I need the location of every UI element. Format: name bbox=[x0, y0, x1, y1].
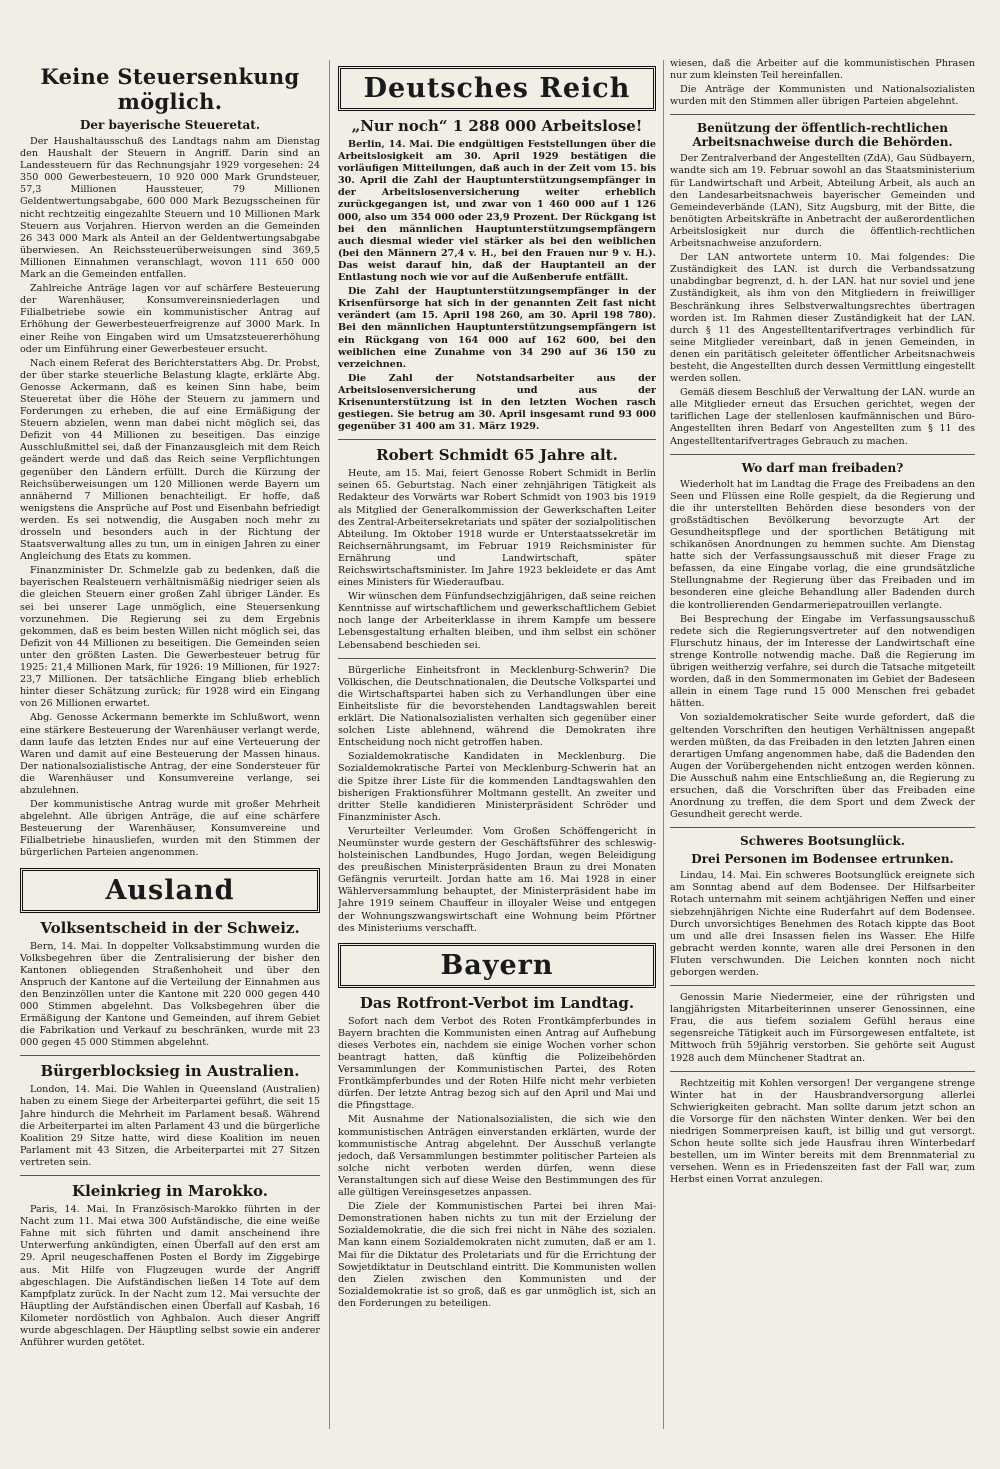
article-paragraph: Sofort nach dem Verbot des Roten Frontkämpferbundes in Bayern brachten die Kommunisten einen Antrag auf Aufhebung dieses Verbotes ein, nachdem sie einige Wochen vorher schon beantragt hatten, daß künftig die Polizeibehörden Versammlungen der Kommunistischen Partei, des Roten Frontkämpferbundes und der Roten Hilfe nicht mehr verbieten dürfen. Der letzte Antrag bezog sich auf den April und Mai und die Pfingsttage. bbox=[338, 1015, 656, 1112]
article-paragraph: Verurteilter Verleumder. Vom Großen Schöffengericht in Neumünster wurde gestern der Geschäftsführer des schleswig-holsteinischen Landbundes, Hugo Jordan, wegen Beleidigung des preußischen Ministerpräsidenten Braun zu drei Monaten Gefängnis verurteilt. Jordan hatte am 16. Mai 1928 in einer Wählerversammlung behauptet, der Ministerpräsident habe im Jahre 1919 seinem Chauffeur in illoyaler Weise und entgegen der Wohnungszwangswirtschaft eine Wohnung beim Pförtner des Ministeriums verschafft. bbox=[338, 825, 656, 934]
article-headline: Wo darf man freibaden? bbox=[741, 460, 904, 475]
article-paragraph: Wiederholt hat im Landtag die Frage des Freibadens an den Seen und Flüssen eine Rolle gespielt, da die Regierung und die ihr unterstellten Behörden diese besonders von der großstädtischen Bevölkerung bevorzugte Art der Gesundheitspflege und der sportlichen Betätigung mit schikanösen Anordnungen zu hemmen suchte. Am Dienstag hatte sich der Verfassungsausschuß mit dieser Frage zu befassen, da eine Eingabe vorlag, die eine grundsätzliche Stellungnahme der Regierung über das Freibaden und im besonderen eine gleiche Behandlung aller Badenden durch die kontrollierenden Gendarmeriepatrouillen verlangte. bbox=[670, 478, 975, 611]
article-paragraph: Der kommunistische Antrag wurde mit großer Mehrheit abgelehnt. Alle übrigen Anträge, die auf eine schärfere Besteuerung der Warenhäuser, Konsumvereine und Filialbetriebe hinausliefen, wurden mit den Stimmen der bürgerlichen Parteien angenommen. bbox=[20, 799, 320, 859]
article-paragraph: Die Zahl der Notstandsarbeiter aus der Arbeitslosenversicherung und aus der Krisenunterstützung ist in den letzten Wochen rasch gestiegen. Sie betrug am 30. April insgesamt rund 93 000 gegenüber 31 400 am 31. März 1929. bbox=[338, 372, 656, 433]
article-headline: Das Rotfront-Verbot im Landtag. bbox=[359, 993, 635, 1012]
section-heading-deutsches-reich: Deutsches Reich bbox=[338, 66, 656, 111]
article-headline: Schweres Bootsunglück. bbox=[740, 834, 905, 849]
article-paragraph: Gemäß diesem Beschluß der Verwaltung der LAN. wurde an alle Mitglieder erneut das Ersuchen gerichtet, wegen der tariflichen Lage der stellenlosen kaufmännischen und Büro-Angestellten ihren Bedarf von Angestellten zum § 11 des Angestelltentarifvertrages Gebrauch zu machen. bbox=[670, 387, 975, 447]
article-paragraph: Die Ziele der Kommunistischen Partei bei ihren Mai-Demonstrationen haben nichts zu tun mit der Erzielung der Sozialdemokratie, die die sich frei nicht in Nähe des sozialen. Man kann einem Sozialdemokraten nicht zumuten, daß er am 1. Mai für die Diktatur des Proletariats und für die Errichtung der Sowjetdiktatur in Deutschland eintritt. Die Kommunisten wollen den Zielen zwischen den Kommunisten und der Sozialdemokratie ist so groß, daß es gar unmöglich ist, sich an den Forderungen zu beteiligen. bbox=[338, 1201, 656, 1309]
article-paragraph: Mit Ausnahme der Nationalsozialisten, die sich wie den kommunistischen Anträgen einverstanden erklärten, wurde der kommunistische Antrag abgelehnt. Der Ausschuß verlangte jedoch, daß Versammlungen bestimmter politischer Parteien als solche nicht verboten werden dürfen, wenn diese Veranstaltungen sich auf diese Weise den Bestimmungen des für alle gültigen Vereinsgesetzes anpassen. bbox=[338, 1114, 656, 1199]
article-divider bbox=[670, 454, 975, 455]
section-heading-ausland: Ausland bbox=[20, 868, 320, 913]
article-paragraph: Der Haushaltausschuß des Landtags nahm am Dienstag den Haushalt der Steuern in Angriff. Darin sind an Landessteuern für das Rechnungsjahr 1929 vorgesehen: 24 350 000 Gewerbesteuern, 10 920 000 Mark Grundsteuer, 57,3 Millionen Haussteuer, 79 Millionen Geldentwertungsabgabe, 600 000 Mark Bezugsscheinen für nicht rechtzeitig eingezahlte Steuern und 10 Millionen Mark Steuern aus Vorjahren. Hiervon werden an die Gemeinden 26 343 000 Mark als Anteil an der Geldentwertungsabgabe überwiesen. An Reichssteuerüberweisungen sind 369,5 Millionen Einnahmen veranschlagt, wovon 111 650 000 Mark an die Gemeinden entfallen. bbox=[20, 136, 320, 281]
article-headline: Keine Steuersenkung möglich. bbox=[40, 64, 300, 114]
article-paragraph: Heute, am 15. Mai, feiert Genosse Robert Schmidt in Berlin seinen 65. Geburtstag. Nach einer zehnjährigen Tätigkeit als Redakteur des Vorwärts war Robert Schmidt von 1903 bis 1919 als Mitglied der Generalkommission der Gewerkschaften Leiter des Zentral-Arbeitersekretariats und später der sozialpolitischen Abteilung. Im Oktober 1918 wurde er Unterstaatssekretär im Reichsernährungsamt, im Februar 1919 Reichsminister für Ernährung und Landwirtschaft, später Reichswirtschaftsminister. Im Jahre 1923 bekleidete er das Amt eines Ministers für Wiederaufbau. bbox=[338, 468, 656, 589]
article-divider bbox=[338, 439, 656, 440]
article-paragraph: Berlin, 14. Mai. Die endgültigen Feststellungen über die Arbeitslosigkeit am 30. April 1929 bestätigen die vorläufigen Mitteilungen, daß auch in der Zeit vom 15. bis 30. April die Zahl der Hauptunterstützungsempfänger in der Arbeitslosenversicherung weiter erheblich zurückgegangen ist, und zwar von 1 460 000 auf 1 126 000, also um 354 000 oder 23,9 Prozent. Der Rückgang ist bei den männlichen Hauptunterstützungsempfängern auch diesmal wieder viel stärker als bei den weiblichen (bei den Männern 27,4 v. H., bei den Frauen nur 9 v. H.). Das weist darauf hin, daß der Hauptanteil an der Entlastung noch wie vor auf die Außenberufe entfällt. bbox=[338, 139, 656, 284]
article-paragraph: Paris, 14. Mai. In Französisch-Marokko führten in der Nacht zum 11. Mai etwa 300 Aufständische, die eine weiße Fahne mit sich führten und damit anscheinend ihre Unterwerfung ankündigten, einen Überfall auf den erst am 29. April neugeschaffenen Posten el Bordy im Ziggebirge aus. Mit Hilfe von Flugzeugen wurde der Angriff abgeschlagen. Die Aufständischen ließen 14 Tote auf dem Kampfplatz zurück. In der Nacht zum 12. Mai versuchte der Häuptling der Aufständischen einen Überfall auf Kasbah, 16 Kilometer nordöstlich von Aghbalon. Auch dieser Angriff wurde abgeschlagen. Der Häuptling selbst sowie ein anderer Anführer wurden getötet. bbox=[20, 1204, 320, 1349]
column-rule bbox=[329, 60, 330, 1429]
article-subheadline: Drei Personen im Bodensee ertrunken. bbox=[691, 852, 954, 867]
article-divider bbox=[670, 827, 975, 828]
article-divider bbox=[670, 985, 975, 986]
article-headline: Benützung der öffentlich-rechtlichen Arbeitsnachweise durch die Behörden. bbox=[692, 121, 953, 150]
article-paragraph: Rechtzeitig mit Kohlen versorgen! Der vergangene strenge Winter hat in der Hausbrandversorgung allerlei Schwierigkeiten gebracht. Man sollte darum jetzt schon an die Vorsorge für den nächsten Winter denken. Wer bei den niedrigen Sommerpreisen kauft, ist billig und gut versorgt. Schon heute sollte sich jede Hausfrau ihren Winterbedarf bestellen, um im Winter bereits mit dem Brennmaterial zu versehen. Wenn es in Friedenszeiten fast der Fall war, zum Herbst einen Vorrat anzulegen. bbox=[670, 1077, 975, 1186]
article-divider bbox=[670, 114, 975, 115]
article-paragraph: Bürgerliche Einheitsfront in Mecklenburg-Schwerin? Die Völkischen, die Deutschnationalen, die Deutsche Volkspartei und die Wirtschaftspartei haben sich zu Verhandlungen über eine Einheitsliste für die bevorstehenden Landtagswahlen bereit erklärt. Die Nationalsozialisten verhalten sich gegenüber einer solchen Liste ablehnend, während die Demokraten ihre Entscheidung noch nicht getroffen haben. bbox=[338, 664, 656, 749]
article-paragraph: Der Zentralverband der Angestellten (ZdA), Gau Südbayern, wandte sich am 19. Februar sowohl an das Staatsministerium für Landwirtschaft und Arbeit, Abteilung Arbeit, als auch an den Landesarbeitsnachweis bayerischer Gemeinden und Gemeindeverbände (LAN), Sitz Augsburg, mit der Bitte, die benötigten Arbeitskräfte in Anbetracht der außerordentlichen Arbeitslosigkeit nur durch die öffentlich-rechtlichen Arbeitsnachweise anzufordern. bbox=[670, 153, 975, 250]
column-left bbox=[20, 58, 320, 1429]
article-paragraph: Der LAN antwortete unterm 10. Mai folgendes: Die Zuständigkeit des LAN. ist durch die Verbandssatzung unabdingbar begrenzt, d. h. der LAN. hat nur soviel und jene Zuständigkeit, als ihm von den Mitgliedern in freiwilliger Beschränkung ihres Selbstverwaltungsrechtes übertragen worden ist. Im Rahmen dieser Zuständigkeit hat der LAN. durch § 11 des Angestelltentarifvertrages verbindlich für seine Mitglieder vereinbart, daß in jenen Gemeinden, in denen ein paritätisch geleiteter öffentlicher Arbeitsnachweis besteht, die Angestellten durch dessen Vermittlung eingestellt werden sollen. bbox=[670, 252, 975, 385]
article-headline: Kleinkrieg in Marokko. bbox=[72, 1182, 268, 1201]
article-headline: Robert Schmidt 65 Jahre alt. bbox=[376, 446, 618, 465]
article-paragraph: Die Zahl der Hauptunterstützungsempfänger in der Krisenfürsorge hat sich in der genannten Zeit fast nicht verändert (am 15. April 198 260, am 30. April 198 780). Bei den männlichen Hauptunterstützungsempfängern ist ein Rückgang von 164 000 auf 162 600, bei den weiblichen eine Zunahme von 34 290 auf 36 150 zu verzeichnen. bbox=[338, 286, 656, 370]
article-divider bbox=[670, 1071, 975, 1072]
article-headline: Volksentscheid in der Schweiz. bbox=[40, 918, 300, 937]
article-subheadline: Der bayerische Steueretat. bbox=[80, 118, 260, 132]
article-headline: „Nur noch“ 1 288 000 Arbeitslose! bbox=[351, 117, 643, 135]
section-heading-bayern: Bayern bbox=[338, 943, 656, 988]
article-paragraph: Zahlreiche Anträge lagen vor auf schärfere Besteuerung der Warenhäuser, Konsumvereinsniederlagen und Filialbetriebe sowie ein kommunistischer Antrag auf Erhöhung der Gewerbesteuerfreigrenze auf 3000 Mark. In einer Reihe von Eingaben wird um Umsatzsteuererhöhung oder um Einführung einer Gewerbesteuer ersucht. bbox=[20, 283, 320, 355]
article-paragraph: Genossin Marie Niedermeier, eine der rührigsten und langjährigsten Mitarbeiterinnen unserer Genossinnen, eine Frau, die aus tiefem sozialem Gefühl heraus eine segensreiche Tätigkeit auch im Fürsorgewesen entfaltete, ist Mittwoch früh 59jährig verstorben. Sie gehörte seit August 1928 auch dem Münchener Stadtrat an. bbox=[670, 992, 975, 1064]
article-paragraph: Nach einem Referat des Berichterstatters Abg. Dr. Probst, der über starke steuerliche Belastung klagte, erklärte Abg. Genosse Ackermann, daß es keinen Sinn habe, beim Steueretat über die Höhe der Steuern zu jammern und Forderungen zu erheben, die auf eine Ermäßigung der Steuern abzielen, wenn man dabei nicht möglich sei, das Defizit von 44 Millionen zu beseitigen. Das einzige Ausschlußmittel sei, daß der Finanzausgleich mit dem Reich geändert werde und daß das Reich seine Verpflichtungen gegenüber den Ländern erfüllt. Durch die Kürzung der Reichsüberweisungen um 120 Millionen werde Bayern um annähernd 7 Millionen benachteiligt. Er hoffe, daß wenigstens die Ansprüche auf Post und Eisenbahn befriedigt werden. Es sei notwendig, die Ausgaben noch mehr zu drosseln und besonders auch in der Richtung der Staatsverwaltung alles zu tun, um in einigen Jahren zu einer Angleichung des Etats zu kommen. bbox=[20, 357, 320, 563]
article-paragraph: wiesen, daß die Arbeiter auf die kommunistischen Phrasen nur zum kleinsten Teil hereinfallen. bbox=[670, 58, 975, 82]
column-right bbox=[670, 58, 975, 1429]
article-headline: Bürgerblocksieg in Australien. bbox=[40, 1062, 300, 1081]
article-paragraph: Bei Besprechung der Eingabe im Verfassungsausschuß redete sich die Regierungsvertreter auf den notwendigen Flurschutz hinaus, der im Interesse der Landwirtschaft eine strenge Kontrolle notwendig mache. Daß die Regierung im übrigen weitherzig verfahre, sei durch die Tatsache mitgeteilt worden, daß in den Sommermonaten im Gebiet der Badeseen allein in einem Tage rund 15 000 Menschen frei gebadet hätten. bbox=[670, 613, 975, 710]
article-paragraph: Lindau, 14. Mai. Ein schweres Bootsunglück ereignete sich am Sonntag abend auf dem Bodensee. Der Hilfsarbeiter Rotach unternahm mit seinem achtjährigen Neffen und einer siebzehnjährigen Nichte eine Ruderfahrt auf dem Bodensee. Durch unvorsichtiges Benehmen des Rotach kippte das Boot um und alle drei Insassen fielen ins Wasser. Ehe Hilfe gebracht werden konnte, waren alle drei Personen in den Fluten verschwunden. Die Leichen konnten noch nicht geborgen werden. bbox=[670, 870, 975, 978]
article-paragraph: Wir wünschen dem Fünfundsechzigjährigen, daß seine reichen Kenntnisse auf wirtschaftlichem und gewerkschaftlichem Gebiet noch lange der Arbeiterklasse in ihrem Kampfe um bessere Lebensgestaltung erhalten bleiben, und ihm selbst ein schöner Lebensabend beschieden sei. bbox=[338, 591, 656, 651]
article-paragraph: Abg. Genosse Ackermann bemerkte im Schlußwort, wenn eine stärkere Besteuerung der Warenhäuser verlangt werde, dann laufe das letzten Endes nur auf eine Verteuerung der Waren und damit auf eine Besteuerung der Massen hinaus. Der nationalsozialistische Antrag, der eine Sondersteuer für die Warenhäuser und Konsumvereine verlange, sei abzulehnen. bbox=[20, 712, 320, 796]
column-rule bbox=[663, 60, 664, 1429]
article-paragraph: London, 14. Mai. Die Wahlen in Queensland (Australien) haben zu einem Siege der Arbeiterpartei geführt, die seit 15 Jahre hindurch die Mehrheit im Parlament besaß. Während die Arbeiterpartei im alten Parlament 43 und die bürgerliche Koalition 29 Sitze hatte, wird diese Koalition im neuen Parlament mit 43 Sitzen, die Arbeiterpartei mit 27 Sitzen vertreten sein. bbox=[20, 1084, 320, 1168]
article-paragraph: Bern, 14. Mai. In doppelter Volksabstimmung wurden die Volksbegehren über die Zentralisierung der bisher den Kantonen obliegenden Straßenhoheit und über den Anspruch der Kantone auf die Verteilung der Einnahmen aus den Benzinzöllen unter die Kantone mit 220 000 gegen 440 000 Stimmen abgelehnt. Das Volksbegehren über die Ermäßigung der Kantone und Gemeinden, auf ihrem Gebiet die Fabrikation und Verkauf zu beschränken, wurde mit 23 000 gegen 45 000 Stimmen abgelehnt. bbox=[20, 940, 320, 1049]
article-paragraph: Sozialdemokratische Kandidaten in Mecklenburg. Die Sozialdemokratische Partei von Mecklenburg-Schwerin hat an die Spitze ihrer Liste für die kommenden Landtagswahlen den bisherigen Fraktionsführer Moltmann gestellt. An zweiter und dritter Stelle kandidieren Ministerpräsident Schröder und Finanzminister Asch. bbox=[338, 751, 656, 823]
article-divider bbox=[20, 1175, 320, 1176]
article-divider bbox=[338, 658, 656, 659]
article-divider bbox=[20, 1055, 320, 1056]
column-middle bbox=[338, 58, 656, 1429]
article-paragraph: Von sozialdemokratischer Seite wurde gefordert, daß die geltenden Vorschriften den heutigen Verhältnissen angepaßt werden müßten, da das Freibaden in den letzten Jahren einen derartigen Umfang angenommen habe, daß die Badenden den Augen der Vorübergehenden nicht entzogen werden können. Die Ausschuß nahm eine Entschließung an, die Regierung zu ersuchen, daß die Vorschriften über das Freibaden eine Anordnung zu treffen, die dem Sport und dem Zweck der Gesundheit gerecht werde. bbox=[670, 712, 975, 821]
article-paragraph: Finanzminister Dr. Schmelzle gab zu bedenken, daß die bayerischen Realsteuern verhältnismäßig niedriger seien als die gleichen Steuern einer großen Zahl übriger Länder. Es sei bei unserer Lage unmöglich, eine Steuersenkung vorzunehmen. Die Regierung sei zu dem Ergebnis gekommen, daß es beim besten Willen nicht möglich sei, das Defizit von 44 Millionen zu beseitigen. Die Gemeinden seien unter den größten Lasten. Die Gewerbesteuer betrug für 1925: 21,4 Millionen Mark, für 1926: 19 Millionen, für 1927: 23,7 Millionen. Der tatsächliche Eingang blieb erheblich hinter dieser Schätzung zurück; für 1928 wird ein Eingang von 26 Millionen erwartet. bbox=[20, 565, 320, 710]
article-paragraph: Die Anträge der Kommunisten und Nationalsozialisten wurden mit den Stimmen aller übrigen Parteien abgelehnt. bbox=[670, 84, 975, 108]
